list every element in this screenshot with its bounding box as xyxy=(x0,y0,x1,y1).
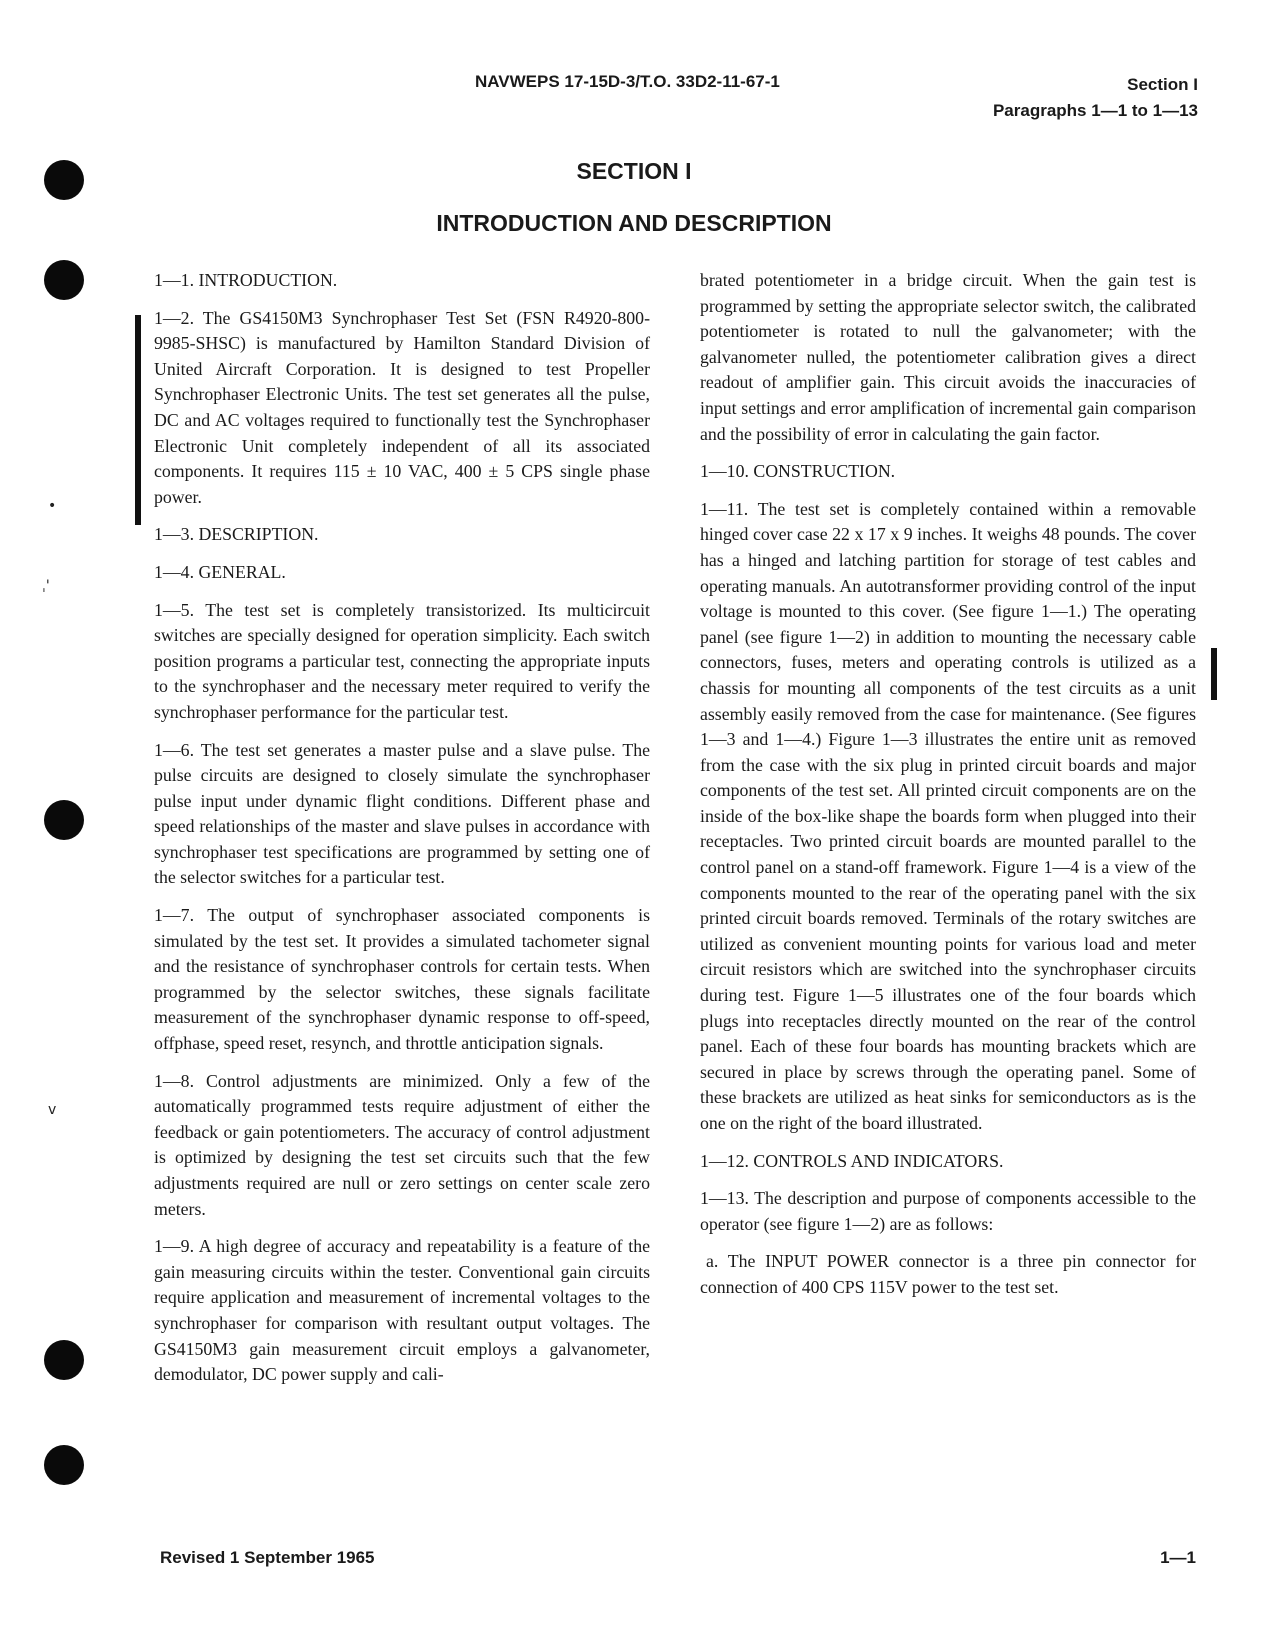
change-bar xyxy=(1211,648,1217,700)
paragraph-range: Paragraphs 1—1 to 1—13 xyxy=(992,101,1198,120)
paragraph: 1—9. A high degree of accuracy and repeatability is a feature of the gain measuring circuits within the tester. Conventional gain circuits require application and measurement of incremental voltages to the synchrophaser for comparison with resultant output voltages. The GS4150M3 gain measurement circuit employs a galvanometer, demodulator, DC power supply and cali- xyxy=(154,1236,650,1385)
document-number: NAVWEPS 17-15D-3/T.O. 33D2-11-67-1 xyxy=(475,72,780,91)
section-title: SECTION I xyxy=(576,158,692,184)
change-bar xyxy=(135,315,141,525)
header-right xyxy=(993,72,1198,124)
punch-hole xyxy=(44,1445,84,1485)
paragraph-heading: 1—10. CONSTRUCTION. xyxy=(700,461,896,482)
scan-mark: v xyxy=(48,1102,57,1118)
paragraph: 1—2. The GS4150M3 Synchrophaser Test Set (FSN R4920-800-9985-SHSC) is manufactured by Hamilton Standard Division of United Aircraft Corporation. It is designed to test Propeller Synchrophaser Electronic Units. The test set generates all the pulse, DC and AC voltages required to functionally test the Synchrophaser Electronic Unit completely independent of all its associated components. It requires 115 ± 10 VAC, 400 ± 5 CPS single phase power. xyxy=(154,307,650,507)
paragraph: 1—11. The test set is completely contained within a removable hinged cover case 22 x 17 x 9 inches. It weighs 48 pounds. The cover has a hinged and latching partition for storage of test cables and operating manuals. An autotransformer providing control of the input voltage is mounted to this cover. (See figure 1—1.) The operating panel (see figure 1—2) in addition to mounting the necessary cable connectors, fuses, meters and operating controls is utilized as a chassis for mounting all components of the test circuits as a unit assembly easily removed from the case for maintenance. (See figures 1—3 and 1—4.) Figure 1—3 illustrates the entire unit as removed from the case with the six plug in printed circuit boards and major components of the test set. All printed circuit components are on the inside of the box-like shape the boards form when plugged into their receptacles. Two printed circuit boards are mounted parallel to the control panel on a stand-off framework. Figure 1—4 is a view of the components mounted to the rear of the operating panel with the six printed circuit boards removed. Terminals of the rotary switches are utilized as convenient mounting points for various load and meter circuit resistors which are switched into the synchrophaser circuits during test. Figure 1—5 illustrates one of the four boards which plugs into receptacles directly mounted on the rear of the control panel. Each of these four boards has mounting brackets which are secured in place by screws through the operating panel. Some of these brackets are utilized as heat sinks for semiconductors as is the one on the right of the board illustrated. xyxy=(700,498,1196,1133)
punch-hole xyxy=(44,260,84,300)
paragraph: 1—13. The description and purpose of components accessible to the operator (see figure 1—2) are as follows: xyxy=(700,1188,1196,1234)
left-column xyxy=(154,268,650,1400)
scan-mark: • xyxy=(48,498,57,514)
scan-mark: ˌ' xyxy=(42,578,50,594)
right-column xyxy=(700,268,1196,1313)
paragraph: 1—6. The test set generates a master pulse and a slave pulse. The pulse circuits are designed to closely simulate the synchrophaser pulse input under dynamic flight conditions. Different phase and speed relationships of the master and slave pulses in accordance with synchrophaser test specifications are programmed by setting one of the selector switches for a particular test. xyxy=(154,739,650,888)
paragraph: 1—8. Control adjustments are minimized. Only a few of the automatically programmed tests require adjustment of either the feedback or gain potentiometers. The accuracy of control adjustment is optimized by designing the test set circuits such that the few adjustments required are null or zero settings on center scale zero meters. xyxy=(154,1070,650,1219)
paragraph-continued: brated potentiometer in a bridge circuit. When the gain test is programmed by setting the appropriate selector switch, the calibrated potentiometer is rotated to null the galvanometer; with the galvanometer nulled, the potentiometer calibration gives a direct readout of amplifier gain. This circuit avoids the inaccuracies of input settings and error amplification of incremental gain comparison and the possibility of error in calculating the gain factor. xyxy=(700,270,1196,444)
paragraph-heading: 1—3. DESCRIPTION. xyxy=(154,524,319,545)
section-subtitle: INTRODUCTION AND DESCRIPTION xyxy=(436,210,832,236)
section-label: Section I xyxy=(1127,75,1198,94)
paragraph-heading: 1—12. CONTROLS AND INDICATORS. xyxy=(700,1150,1004,1171)
page-number: 1—1 xyxy=(1160,1548,1196,1567)
paragraph-heading: 1—4. GENERAL. xyxy=(154,561,286,582)
revision-date: Revised 1 September 1965 xyxy=(160,1548,375,1567)
paragraph: 1—5. The test set is completely transistorized. Its multicircuit switches are specially designed for operation simplicity. Each switch position programs a particular test, connecting the appropriate inputs to the synchrophaser and the necessary meter required to verify the synchrophaser performance for the particular test. xyxy=(154,599,650,722)
punch-hole xyxy=(44,800,84,840)
paragraph: 1—7. The output of synchrophaser associated components is simulated by the test set. It provides a simulated tachometer signal and the resistance of synchrophaser controls for certain tests. When programmed by the selector switches, these signals facilitate measurement of the synchrophaser dynamic response to off-speed, offphase, speed reset, resynch, and throttle anticipation signals. xyxy=(154,905,650,1054)
paragraph-heading: 1—1. INTRODUCTION. xyxy=(154,270,338,290)
punch-hole xyxy=(44,1340,84,1380)
list-item: a. The INPUT POWER connector is a three pin connector for connection of 400 CPS 115V power to the test set. xyxy=(700,1251,1196,1297)
